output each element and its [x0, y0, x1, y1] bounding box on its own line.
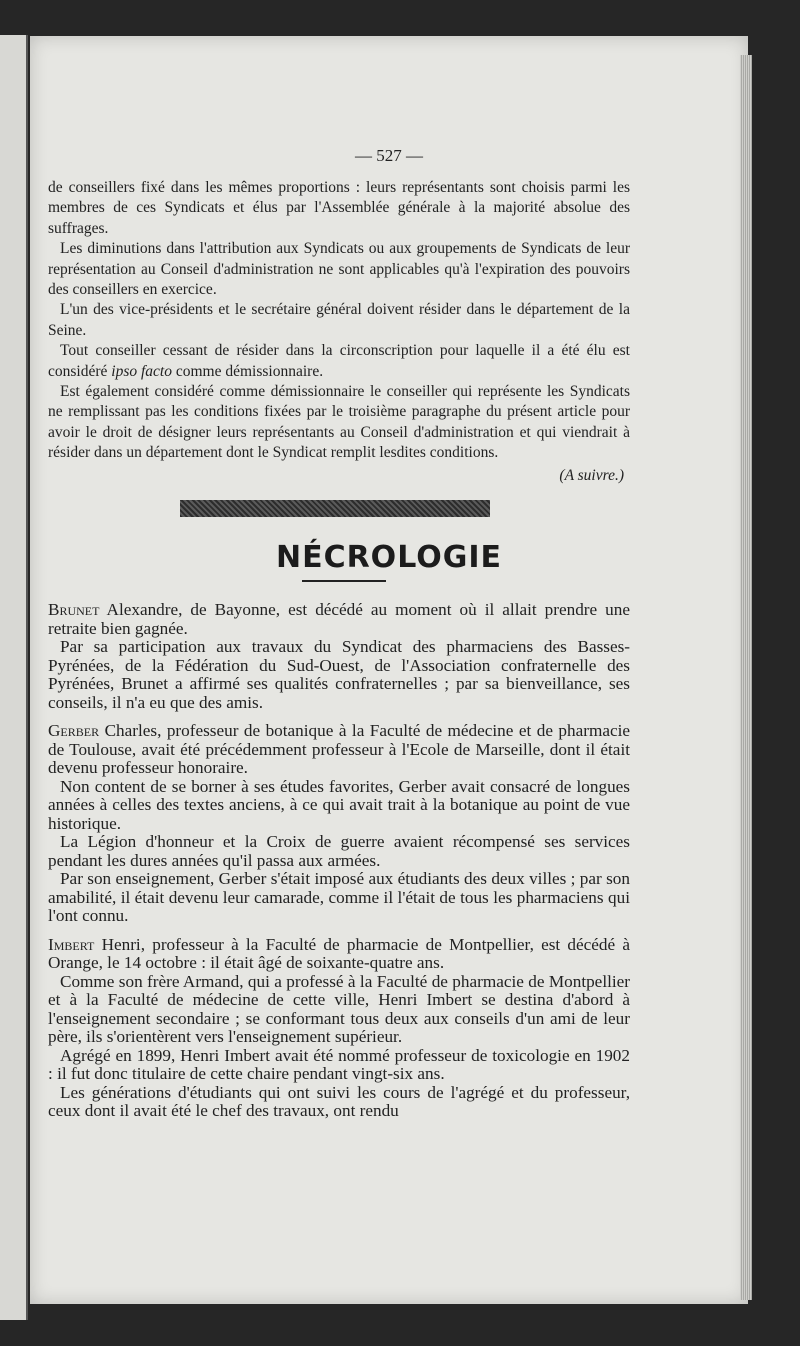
- page-number: — 527 —: [355, 146, 423, 165]
- paragraph: L'un des vice-présidents et le secrétaire général doivent résider dans le département de la Seine.: [48, 301, 630, 339]
- section-title: NÉCROLOGIE: [275, 540, 503, 575]
- paragraph: La Légion d'honneur et la Croix de guerre avaient récompensé ses services pendant les dures années qu'il passa aux armées.: [48, 832, 630, 870]
- paragraph: Comme son frère Armand, qui a professé à la Faculté de pharmacie de Montpellier et à la Faculté de médecine de cette ville, Henri Imbert se destina d'abord à l'enseignement secondaire ; se conformant tous deux aux conseils d'un ami de leur père, ils s'orientèrent vers l'enseignement supérieur.: [48, 971, 630, 1046]
- to-be-continued: (A suivre.): [559, 466, 624, 484]
- paragraph: Les diminutions dans l'attribution aux Syndicats ou aux groupements de Syndicats de leur représentation au Conseil d'administration ne sont applicables qu'à l'expiration des pouvoirs des conseillers en exercice.: [48, 240, 630, 299]
- paragraph: Tout conseiller cessant de résider dans la circonscription pour laquelle il a été élu est considéré ipso facto comme démissionnaire.: [48, 342, 630, 380]
- obituary-gerber: Gerber Charles, professeur de botanique à la Faculté de médecine et de pharmacie de Toulouse, avait été précédemment professeur à l'Ecole de Marseille, dont il était devenu professeur honoraire.: [48, 721, 630, 777]
- page-stack-edge: [740, 55, 752, 1300]
- paragraph: Par sa participation aux travaux du Syndicat des pharmaciens des Basses-Pyrénées, de la Fédération du Sud-Ouest, de l'Association confraternelle des Pyrénées, Brunet a affirmé ses qualités confraternelles ; par sa bienveillance, ses conseils, il n'a eu que des amis.: [48, 637, 630, 712]
- obituary-brunet: Brunet Alexandre, de Bayonne, est décédé au moment où il allait prendre une retraite bien gagnée.: [48, 600, 630, 638]
- paragraph: de conseillers fixé dans les mêmes proportions : leurs représentants sont choisis parmi les membres de ces Syndicats et élus par l'Assemblée générale à la majorité absolue des suffrages.: [48, 179, 630, 237]
- obituary-imbert: Imbert Henri, professeur à la Faculté de pharmacie de Montpellier, est décédé à Orange, le 14 octobre : il était âgé de soixante-quatre ans.: [48, 934, 630, 972]
- paragraph: Les générations d'étudiants qui ont suivi les cours de l'agrégé et du professeur, ceux dont il avait été le chef des travaux, ont rendu: [48, 1082, 630, 1120]
- statute-continuation: [48, 178, 630, 486]
- book-page: [30, 36, 748, 1304]
- section-divider-bar: [180, 500, 490, 517]
- paragraph: Non content de se borner à ses études favorites, Gerber avait consacré de longues années à celles des textes anciens, à ce qui avait trait à la botanique au point de vue historique.: [48, 776, 630, 833]
- facing-page-edge: [0, 35, 28, 1320]
- title-underline: [302, 580, 386, 582]
- paragraph: Est également considéré comme démissionnaire le conseiller qui représente les Syndicats ne remplissant pas les conditions fixées par le troisième paragraphe du présent article pour avoir le droit de désigner leurs représentants au Conseil d'administration et qui viendrait à résider dans un département dont le Syndicat remplit lesdites conditions.: [48, 383, 630, 462]
- paragraph: Agrégé en 1899, Henri Imbert avait été nommé professeur de toxicologie en 1902 : il fut donc titulaire de cette chaire pendant vingt-six ans.: [48, 1045, 630, 1083]
- paragraph: Par son enseignement, Gerber s'était imposé aux étudiants des deux villes ; par son amabilité, il était devenu leur camarade, comme il l'était de tous les pharmaciens qui l'ont connu.: [48, 869, 630, 925]
- obituaries: [48, 601, 630, 1121]
